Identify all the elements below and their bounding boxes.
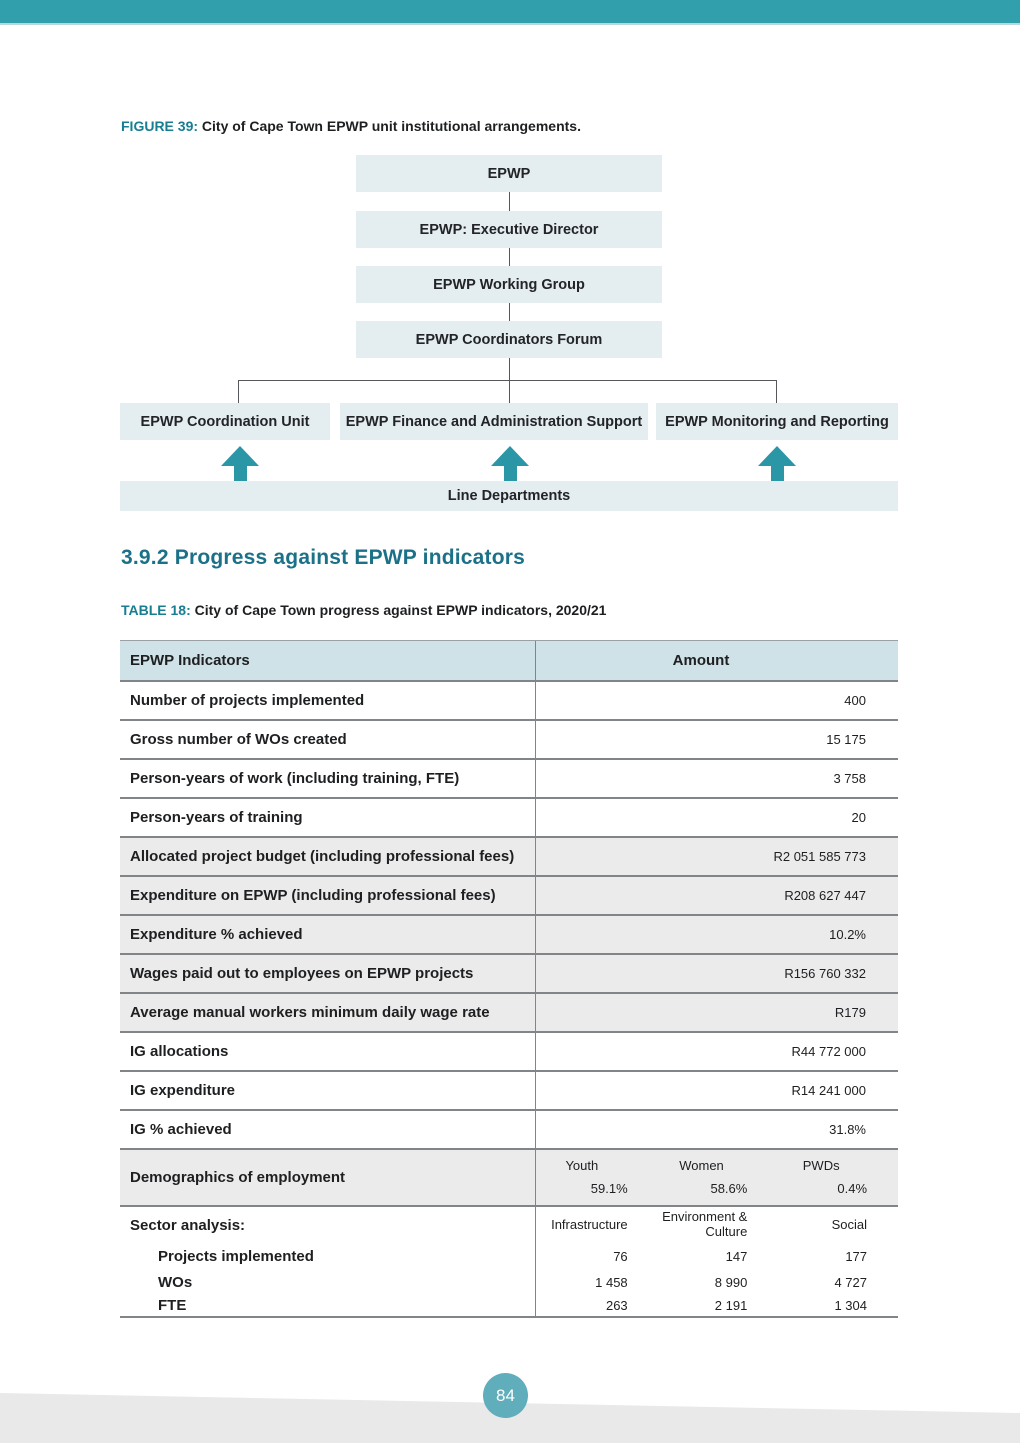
sector-value: 1 304 bbox=[834, 1298, 868, 1313]
sector-data-line bbox=[120, 1243, 898, 1269]
sector-value: 147 bbox=[725, 1248, 748, 1264]
table-row bbox=[120, 877, 898, 916]
top-color-bar bbox=[0, 0, 1020, 23]
table-caption bbox=[121, 602, 606, 618]
up-arrow-icon bbox=[491, 446, 529, 482]
demographics-label: Demographics of employment bbox=[130, 1169, 346, 1186]
sector-column-environment-culture: Environment & Culture bbox=[662, 1209, 748, 1239]
connector-line bbox=[509, 380, 510, 403]
demographics-value-pwds: 0.4% bbox=[837, 1181, 868, 1196]
indicator-amount: 400 bbox=[535, 682, 898, 719]
table-row bbox=[120, 955, 898, 994]
sector-header-line bbox=[120, 1207, 898, 1243]
indicator-amount: R208 627 447 bbox=[535, 877, 898, 914]
connector-line bbox=[238, 380, 776, 381]
table-header-row bbox=[120, 641, 898, 682]
up-arrow-icon bbox=[758, 446, 796, 482]
demographics-value-youth: 59.1% bbox=[590, 1181, 628, 1196]
table-label: TABLE 18: bbox=[121, 602, 191, 618]
header-amount: Amount bbox=[535, 641, 898, 680]
sector-column-social: Social bbox=[831, 1216, 868, 1232]
sector-column-infrastructure: Infrastructure bbox=[551, 1216, 628, 1232]
indicator-amount: 15 175 bbox=[535, 721, 898, 758]
page-number: 84 bbox=[496, 1385, 515, 1405]
table-row bbox=[120, 994, 898, 1033]
table-row bbox=[120, 721, 898, 760]
table-row bbox=[120, 838, 898, 877]
indicator-label: Expenditure on EPWP (including professional fees) bbox=[130, 887, 496, 904]
up-arrow-icon bbox=[221, 446, 259, 482]
indicator-amount: R179 bbox=[535, 994, 898, 1031]
demographics-column-women: Women bbox=[679, 1158, 724, 1173]
sector-value: 177 bbox=[845, 1248, 868, 1264]
sector-value: 4 727 bbox=[834, 1274, 868, 1290]
sector-value: 263 bbox=[605, 1298, 628, 1313]
indicator-label: Average manual workers minimum daily wage rate bbox=[130, 1004, 490, 1021]
connector-line bbox=[509, 303, 510, 321]
org-node-epwp: EPWP bbox=[356, 155, 662, 192]
demographics-value-women: 58.6% bbox=[710, 1181, 748, 1196]
org-node-coordinators-forum: EPWP Coordinators Forum bbox=[356, 321, 662, 358]
indicator-amount: 20 bbox=[535, 799, 898, 836]
indicator-label: IG % achieved bbox=[130, 1121, 232, 1138]
top-color-bar-edge bbox=[0, 23, 1020, 25]
sector-value: 1 458 bbox=[595, 1274, 628, 1290]
sector-data-line bbox=[120, 1269, 898, 1295]
sector-value: 2 191 bbox=[714, 1298, 748, 1313]
org-node-finance-admin-support: EPWP Finance and Administration Support bbox=[340, 403, 648, 440]
indicator-amount: R14 241 000 bbox=[535, 1072, 898, 1109]
indicator-amount: 31.8% bbox=[535, 1111, 898, 1148]
demographics-column-pwds: PWDs bbox=[802, 1158, 840, 1173]
sector-data-line bbox=[120, 1295, 898, 1316]
indicator-amount: 10.2% bbox=[535, 916, 898, 953]
sector-row-label: FTE bbox=[158, 1297, 187, 1314]
figure-title: City of Cape Town EPWP unit institutional arrangements. bbox=[198, 118, 581, 134]
indicator-label: Allocated project budget (including professional fees) bbox=[130, 848, 515, 865]
figure-label: FIGURE 39: bbox=[121, 118, 199, 134]
org-node-working-group: EPWP Working Group bbox=[356, 266, 662, 303]
indicator-label: Person-years of work (including training, FTE) bbox=[130, 770, 460, 787]
indicator-label: IG allocations bbox=[130, 1043, 229, 1060]
indicator-label: Person-years of training bbox=[130, 809, 303, 826]
connector-line bbox=[509, 248, 510, 266]
table-row bbox=[120, 1072, 898, 1111]
demographics-columns bbox=[535, 1150, 898, 1205]
table-row bbox=[120, 799, 898, 838]
table-row bbox=[120, 1111, 898, 1150]
indicator-amount: R156 760 332 bbox=[535, 955, 898, 992]
indicator-label: Expenditure % achieved bbox=[130, 926, 303, 943]
epwp-indicators-table bbox=[120, 640, 898, 1318]
table-row bbox=[120, 760, 898, 799]
table-row bbox=[120, 1033, 898, 1072]
indicator-label: Wages paid out to employees on EPWP projects bbox=[130, 965, 474, 982]
indicator-amount: 3 758 bbox=[535, 760, 898, 797]
indicator-label: Number of projects implemented bbox=[130, 692, 365, 709]
org-node-line-departments: Line Departments bbox=[120, 481, 898, 511]
table-row bbox=[120, 682, 898, 721]
sector-analysis-block bbox=[120, 1207, 898, 1318]
sector-value: 76 bbox=[613, 1248, 628, 1264]
demographics-row bbox=[120, 1150, 898, 1207]
table-row bbox=[120, 916, 898, 955]
connector-line bbox=[776, 380, 777, 403]
connector-line bbox=[509, 358, 510, 380]
table-title: City of Cape Town progress against EPWP indicators, 2020/21 bbox=[190, 602, 607, 618]
sector-row-label: Projects implemented bbox=[158, 1247, 314, 1265]
sector-analysis-label: Sector analysis: bbox=[130, 1216, 246, 1234]
figure-caption bbox=[121, 118, 581, 134]
connector-line bbox=[509, 192, 510, 211]
org-node-coordination-unit: EPWP Coordination Unit bbox=[120, 403, 330, 440]
indicator-label: Gross number of WOs created bbox=[130, 731, 347, 748]
connector-line bbox=[238, 380, 239, 403]
page-number-badge bbox=[483, 1373, 528, 1418]
sector-row-label: WOs bbox=[158, 1273, 193, 1291]
sector-value: 8 990 bbox=[714, 1274, 748, 1290]
indicator-amount: R2 051 585 773 bbox=[535, 838, 898, 875]
header-indicator: EPWP Indicators bbox=[130, 652, 250, 669]
org-node-monitoring-reporting: EPWP Monitoring and Reporting bbox=[656, 403, 898, 440]
section-heading: 3.9.2 Progress against EPWP indicators bbox=[121, 546, 526, 569]
indicator-label: IG expenditure bbox=[130, 1082, 236, 1099]
demographics-column-youth: Youth bbox=[565, 1158, 599, 1173]
org-node-executive-director: EPWP: Executive Director bbox=[356, 211, 662, 248]
indicator-amount: R44 772 000 bbox=[535, 1033, 898, 1070]
